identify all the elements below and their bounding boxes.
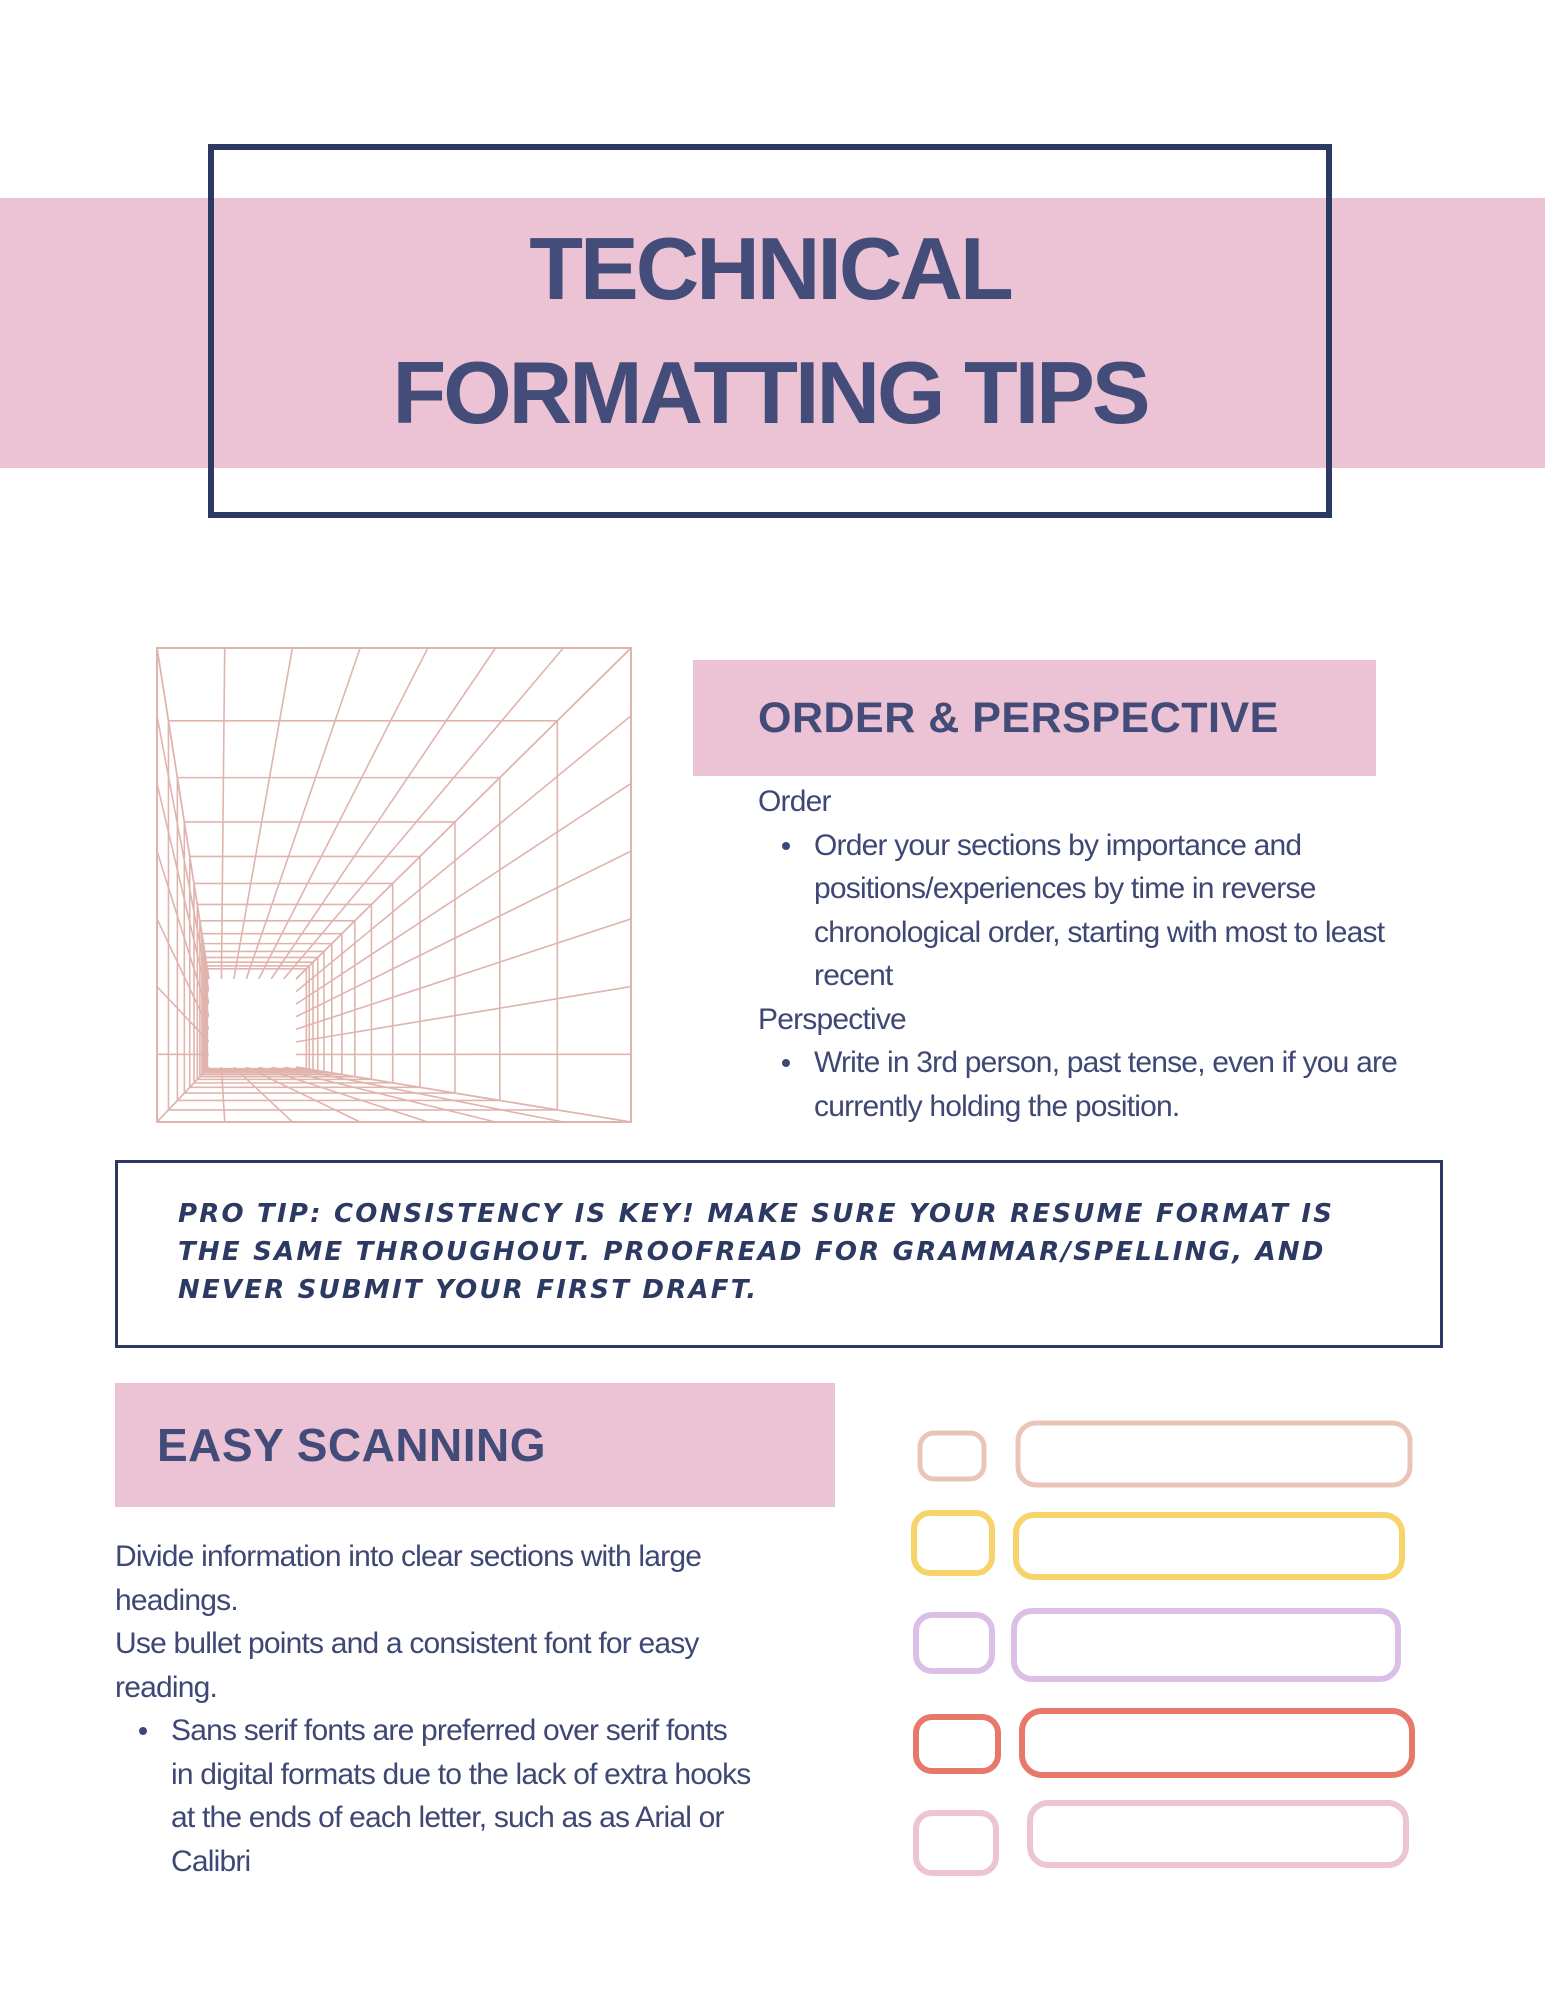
page-title-line-1: TECHNICAL — [529, 219, 1011, 318]
perspective-label: Perspective — [758, 1002, 906, 1036]
order-perspective-heading: ORDER & PERSPECTIVE — [693, 660, 1376, 776]
list-rows-illustration — [900, 1405, 1430, 1890]
easy-scanning-heading: EASY SCANNING — [115, 1383, 835, 1507]
scan-bullet: Sans serif fonts are preferred over serif fonts in digital formats due to the lack of extra hooks at the ends of each letter, such as as Arial or Calibri — [171, 1709, 755, 1883]
order-label: Order — [758, 785, 831, 818]
scan-bullet-list — [115, 1709, 755, 1883]
easy-scanning-body — [115, 1535, 755, 1883]
pro-tip-text: PRO TIP: CONSISTENCY IS KEY! MAKE SURE YOUR RESUME FORMAT IS THE SAME THROUGHOUT. PROOFREAD FOR GRAMMAR/SPELLING, AND NEVER SUBMIT YOUR FIRST DRAFT. — [178, 1199, 1335, 1305]
pro-tip-box — [115, 1160, 1443, 1348]
scan-paragraph-1: Divide information into clear sections with large headings. — [115, 1540, 702, 1617]
perspective-bullet-list — [758, 1041, 1398, 1128]
order-bullet-list — [758, 824, 1398, 998]
list-row-3 — [916, 1611, 1398, 1679]
perspective-grid-illustration — [156, 647, 632, 1123]
list-row-5 — [916, 1803, 1406, 1873]
order-perspective-body — [758, 780, 1398, 1128]
scan-paragraph-2: Use bullet points and a consistent font for easy reading. — [115, 1627, 699, 1704]
perspective-bullet: Write in 3rd person, past tense, even if you are currently holding the position. — [814, 1041, 1398, 1128]
list-row-2 — [914, 1513, 1402, 1577]
list-row-4 — [916, 1711, 1412, 1775]
list-row-1 — [920, 1423, 1410, 1485]
page-title-line-2: FORMATTING TIPS — [392, 343, 1148, 442]
order-bullet: Order your sections by importance and positions/experiences by time in reverse chronological order, starting with most to least recent — [814, 824, 1398, 998]
title-frame — [208, 144, 1332, 518]
